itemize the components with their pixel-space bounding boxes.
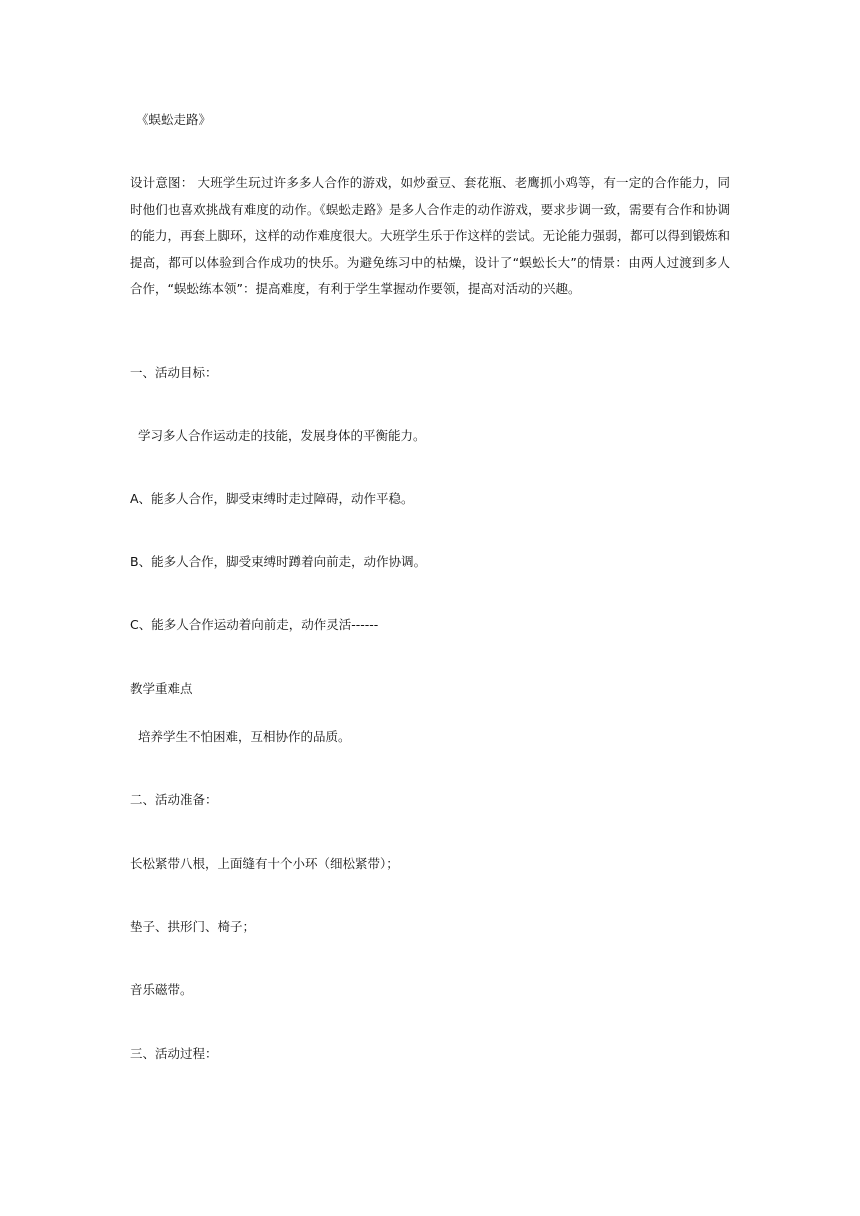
goal-a: A、能多人合作，脚受束缚时走过障碍，动作平稳。: [130, 491, 414, 506]
key-points-text: 培养学生不怕困难，互相协作的品质。: [138, 729, 351, 744]
prep-item-2: 垫子、拱形门、椅子；: [130, 919, 256, 934]
section-heading-preparation: 二、活动准备：: [130, 792, 218, 807]
section-heading-goals: 一、活动目标：: [130, 365, 218, 380]
section-heading-process: 三、活动过程：: [130, 1046, 218, 1061]
goal-b: B、能多人合作，脚受束缚时蹲着向前走，动作协调。: [130, 554, 427, 569]
goal-c: C、能多人合作运动着向前走，动作灵活------: [130, 617, 379, 632]
design-intent-paragraph: 设计意图： 大班学生玩过许多多人合作的游戏，如炒蚕豆、套花瓶、老鹰抓小鸡等，有一定的合作能力，同时他们也喜欢挑战有难度的动作。《蜈蚣走路》是多人合作走的动作游戏，要求步调一致，需要有合作和协调的能力，再套上脚环，这样的动作难度很大。大班学生乐于作这样的尝试。无论能力强弱，都可以得到锻炼和提高，都可以体验到合作成功的快乐。为避免练习中的枯燥，设计了“蜈蚣长大”的情景：由两人过渡到多人合作，“蜈蚣练本领”：提高难度，有利于学生掌握动作要领，提高对活动的兴趣。: [130, 175, 731, 296]
prep-item-1: 长松紧带八根，上面缝有十个小环（细松紧带）；: [130, 856, 399, 871]
key-points-heading: 教学重难点: [130, 681, 193, 696]
prep-item-3: 音乐磁带。: [130, 982, 193, 997]
document-title: 《蜈蚣走路》: [136, 112, 212, 127]
goal-intro: 学习多人合作运动走的技能，发展身体的平衡能力。: [138, 428, 426, 443]
